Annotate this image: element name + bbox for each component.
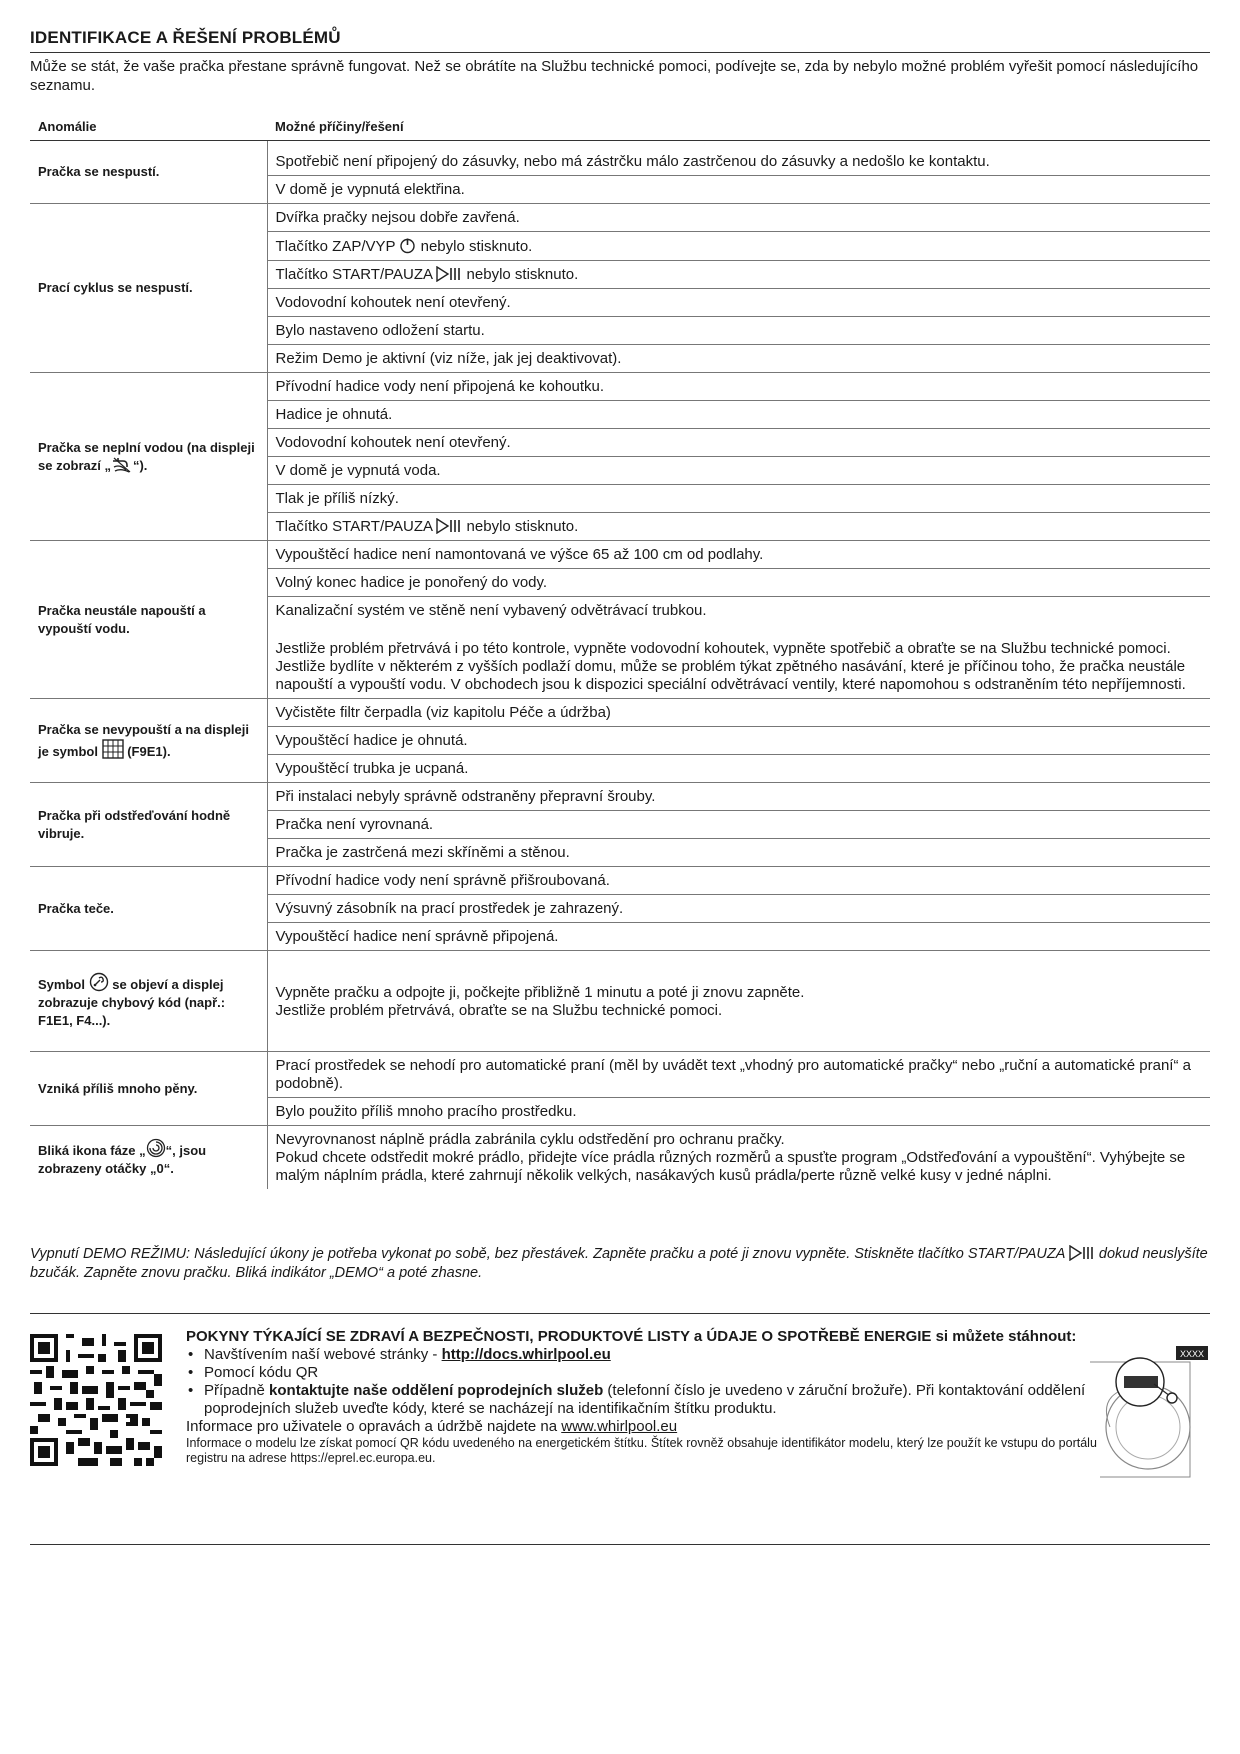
- solution-cell: Prací prostředek se nehodí pro automatické praní (měl by uvádět text „vhodný pro automatické pračky“ nebo „ruční a automatické praní“ a podobně).: [267, 1052, 1210, 1098]
- anomaly-text: “, jsou zobrazeny otáčky „0“.: [38, 1142, 207, 1176]
- page-title: IDENTIFIKACE A ŘEŠENÍ PROBLÉMŮ: [30, 28, 1210, 53]
- anomaly-cell: Pračka teče.: [30, 867, 267, 951]
- solution-cell: Bylo použito příliš mnoho pracího prostředku.: [267, 1098, 1210, 1126]
- table-row: [30, 951, 1210, 1052]
- solution-text: Tlačítko START/PAUZA: [275, 266, 433, 283]
- anomaly-text: Pračka se neplní vodou (na displeji se zobrazí „: [38, 439, 255, 473]
- anomaly-text: Bliká ikona fáze „: [38, 1142, 146, 1158]
- demo-mode-note: [30, 1245, 1210, 1283]
- info-text-block: [186, 1328, 1106, 1466]
- solution-cell: Vyčistěte filtr čerpadla (viz kapitolu Péče a údržba): [267, 699, 1210, 727]
- intro-text: Může se stát, že vaše pračka přestane správně fungovat. Než se obrátíte na Službu technické pomoci, podívejte se, zda by nebylo možné problém vyřešit pomocí následujícího seznamu.: [30, 58, 1199, 94]
- list-item: [186, 1382, 1106, 1418]
- info-section: [30, 1313, 1210, 1545]
- start-pause-icon: [436, 266, 462, 282]
- solution-cell: Pračka není vyrovnaná.: [267, 811, 1210, 839]
- anomaly-cell: [30, 1126, 267, 1190]
- demo-text: Vypnutí DEMO REŽIMU: Následující úkony je potřeba vykonat po sobě, bez přestávek. Zapněte pračku a poté ji znovu vypněte. Stiskněte tlačítko START/PAUZA: [30, 1246, 1065, 1262]
- repair-info: [186, 1418, 1106, 1436]
- docs-link[interactable]: http://docs.whirlpool.eu: [441, 1346, 611, 1363]
- solution-text: Nevyrovnanost náplně prádla zabránila cyklu odstředění pro ochranu pračky.: [275, 1131, 785, 1148]
- solution-text: Tlačítko ZAP/VYP: [275, 238, 396, 255]
- water-tap-icon: [111, 457, 133, 473]
- solution-cell: [267, 1126, 1210, 1190]
- spin-phase-icon: [146, 1138, 166, 1158]
- anomaly-text: Symbol: [38, 977, 85, 992]
- solution-cell: Volný konec hadice je ponořený do vody.: [267, 569, 1210, 597]
- solution-cell: [267, 232, 1210, 261]
- info-list: [186, 1346, 1106, 1418]
- table-row: [30, 204, 1210, 232]
- anomaly-cell: [30, 951, 267, 1052]
- anomaly-text: “).: [132, 457, 148, 473]
- solution-cell: [267, 951, 1210, 1052]
- anomaly-text: Pračka se nevypouští a na displeji je symbol: [38, 721, 249, 759]
- list-item-bold-text: kontaktujte naše oddělení poprodejních služeb: [269, 1382, 604, 1399]
- solution-cell: Vypouštěcí trubka je ucpaná.: [267, 755, 1210, 783]
- solution-cell: Vodovodní kohoutek není otevřený.: [267, 429, 1210, 457]
- solution-text: nebylo stisknuto.: [466, 518, 579, 535]
- anomaly-cell: Pračka se nespustí.: [30, 141, 267, 204]
- anomaly-cell: Vzniká příliš mnoho pěny.: [30, 1052, 267, 1126]
- solution-cell: [267, 261, 1210, 289]
- list-item-text: Navštívením naší webové stránky -: [204, 1346, 442, 1363]
- demo-text: dokud neuslyšíte bzučák. Zapněte znovu pračku. Bliká indikátor „DEMO“ a poté zhasne.: [30, 1246, 1208, 1281]
- solution-text: nebylo stisknuto.: [466, 266, 579, 283]
- solution-cell: Vypouštěcí hadice je ohnutá.: [267, 727, 1210, 755]
- info-heading: POKYNY TÝKAJÍCÍ SE ZDRAVÍ A BEZPEČNOSTI, PRODUKTOVÉ LISTY a ÚDAJE O SPOTŘEBĚ ENERGIE si můžete stáhnout:: [186, 1328, 1077, 1345]
- solution-cell: Při instalaci nebyly správně odstraněny přepravní šrouby.: [267, 783, 1210, 811]
- solution-cell: V domě je vypnutá voda.: [267, 457, 1210, 485]
- label-code: XXXX: [1179, 1349, 1205, 1359]
- pump-filter-icon: [102, 739, 124, 759]
- solution-cell: Kanalizační systém ve stěně není vybavený odvětrávací trubkou.: [275, 602, 707, 619]
- table-row: [30, 867, 1210, 895]
- start-pause-icon: [1069, 1245, 1095, 1261]
- solution-cell: V domě je vypnutá elektřina.: [267, 176, 1210, 204]
- repair-text: Informace pro uživatele o opravách a údržbě najdete na: [186, 1418, 562, 1435]
- washing-machine-label-illustration: [1070, 1332, 1210, 1482]
- list-item: • Pomocí kódu QR: [186, 1364, 1106, 1382]
- solution-cell: Pračka je zastrčená mezi skříněmi a stěnou.: [267, 839, 1210, 867]
- table-row: [30, 699, 1210, 727]
- table-row: [30, 1052, 1210, 1098]
- solution-cell: Hadice je ohnutá.: [267, 401, 1210, 429]
- table-row: [30, 783, 1210, 811]
- qr-code[interactable]: [30, 1334, 162, 1466]
- column-header-anomaly: Anomálie: [30, 115, 267, 141]
- solution-cell: Tlak je příliš nízký.: [267, 485, 1210, 513]
- solution-cell: Spotřebič není připojený do zásuvky, nebo má zástrčku málo zastrčenou do zásuvky a nedošlo ke kontaktu.: [267, 141, 1210, 176]
- whirlpool-link[interactable]: www.whirlpool.eu: [561, 1418, 678, 1435]
- anomaly-text: se objeví a displej zobrazuje chybový kód (např.: F1E1, F4...).: [38, 977, 226, 1028]
- troubleshooting-table: [30, 115, 1210, 1189]
- solution-text: Tlačítko START/PAUZA: [275, 518, 433, 535]
- column-header-solution: Možné příčiny/řešení: [267, 115, 1210, 141]
- list-item-text: Případně: [204, 1382, 270, 1399]
- model-info-note: Informace o modelu lze získat pomocí QR kódu uvedeného na energetickém štítku. Štítek rovněž obsahuje identifikátor modelu, který lze použít ke vstupu do portálu registru na adrese https://eprel.ec.europa.eu.: [186, 1436, 1097, 1465]
- page: [30, 28, 1210, 1545]
- table-row: [30, 1126, 1210, 1190]
- solution-cell: [267, 513, 1210, 541]
- service-icon: [89, 972, 109, 992]
- anomaly-cell: Pračka neustále napouští a vypouští vodu.: [30, 541, 267, 699]
- solution-cell: Přívodní hadice vody není připojená ke kohoutku.: [267, 373, 1210, 401]
- list-item-text: (telefonní číslo je uvedeno v záruční brožuře). Při kontaktování oddělení poprodejních služeb uveďte kódy, které se nacházejí na identifikačním štítku produktu.: [204, 1382, 1086, 1417]
- solution-text: nebylo stisknuto.: [420, 238, 533, 255]
- solution-cell: Bylo nastaveno odložení startu.: [267, 317, 1210, 345]
- solution-cell: Jestliže problém přetrvává i po této kontrole, vypněte vodovodní kohoutek, vypněte spotřebič a obraťte se na Službu technické pomoci. Jestliže bydlíte v některém z vyšších podlaží domu, může se problém týkat zpětného nasávání, které je příčinou toho, že pračka neustále napouští a vypouští vodu. V obchodech jsou k dispozici speciální odvětrávací ventily, které napomohou s odstraněním této nepříjemnosti.: [267, 620, 1210, 699]
- solution-text: Jestliže problém přetrvává, obraťte se na Službu technické pomoci.: [275, 1001, 723, 1019]
- anomaly-cell: [30, 373, 267, 541]
- solution-cell: Vypouštěcí hadice není namontovaná ve výšce 65 až 100 cm od podlahy.: [267, 541, 1210, 569]
- solution-cell: Přívodní hadice vody není správně přišroubovaná.: [267, 867, 1210, 895]
- solution-cell: Dvířka pračky nejsou dobře zavřená.: [267, 204, 1210, 232]
- power-icon: [399, 237, 416, 254]
- solution-cell: Režim Demo je aktivní (viz níže, jak jej deaktivovat).: [267, 345, 1210, 373]
- table-row: [30, 141, 1210, 176]
- start-pause-icon: [436, 518, 462, 534]
- solution-text: Vypněte pračku a odpojte ji, počkejte přibližně 1 minutu a poté ji znovu zapněte.: [275, 983, 805, 1001]
- list-item: [186, 1346, 1106, 1364]
- anomaly-cell: [30, 699, 267, 783]
- table-row: [30, 541, 1210, 569]
- solution-cell: Výsuvný zásobník na prací prostředek je zahrazený.: [267, 895, 1210, 923]
- anomaly-cell: Prací cyklus se nespustí.: [30, 204, 267, 373]
- anomaly-text: (F9E1).: [127, 743, 171, 759]
- solution-cell: Vodovodní kohoutek není otevřený.: [267, 289, 1210, 317]
- anomaly-cell: Pračka při odstřeďování hodně vibruje.: [30, 783, 267, 867]
- solution-cell: Vypouštěcí hadice není správně připojená.: [267, 923, 1210, 951]
- table-row: [30, 373, 1210, 401]
- solution-text: Pokud chcete odstředit mokré prádlo, přidejte více prádla různých rozměrů a spusťte program „Odstřeďování a vypouštění“. Vyhýbejte se malým náplním prádla, které zahrnují několik velkých, nasákavých kusů prádla/perte různě velké kusy v jedné náplni.: [275, 1149, 1186, 1184]
